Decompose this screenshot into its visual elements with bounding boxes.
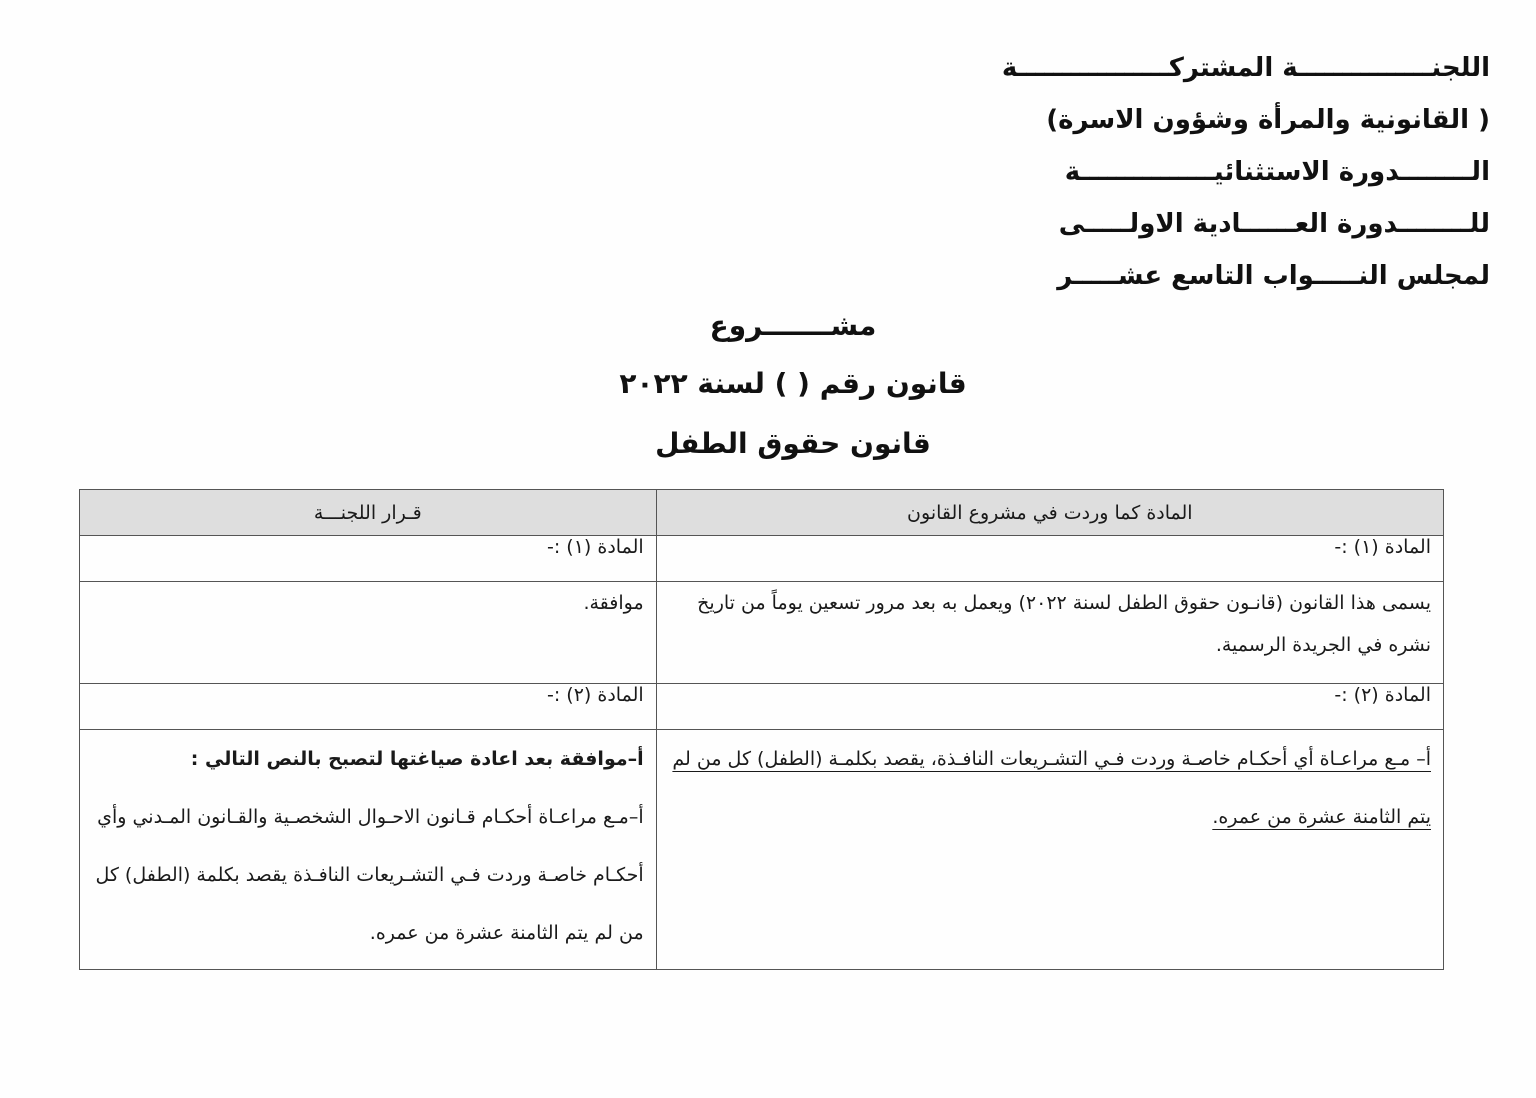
article-2-label-draft: المادة (٢) :- <box>656 684 1443 730</box>
article-2-draft-text: أ– مـع مراعـاة أي أحكـام خاصـة وردت فـي التشـريعات النافـذة، يقصد بكلمـة (الطفل) كل من لم يتم الثامنة عشرة من عمره. <box>672 748 1431 828</box>
table-header-row <box>80 490 1444 536</box>
article-2-decision-heading: أ–موافقة بعد اعادة صياغتها لتصبح بالنص التالي : <box>190 748 644 770</box>
article-2-decision-cell <box>80 730 657 970</box>
article-2-draft-cell <box>656 730 1443 970</box>
article-1-decision-text: موافقة. <box>80 582 657 684</box>
header-line-ordinary-session: للــــــــدورة العــــــادية الاولـــــى <box>1058 209 1490 239</box>
law-name-title: قانون حقوق الطفل <box>655 427 931 460</box>
article-2-decision-text: أ–مـع مراعـاة أحكـام قـانون الاحـوال الشخصـية والقـانون المـدني وأي أحكـام خاصـة وردت فـي التشـريعات النافـذة يقصد بكلمة (الطفل) كل من لم يتم الثامنة عشرة من عمره. <box>95 806 644 944</box>
article-1-label-draft: المادة (١) :- <box>656 536 1443 582</box>
article-1-draft-text: يسمى هذا القانون (قانـون حقوق الطفل لسنة ٢٠٢٢) ويعمل به بعد مرور تسعين يوماً من تاريخ نشره في الجريدة الرسمية. <box>656 582 1443 684</box>
law-number-title: قانون رقم ( ) لسنة ٢٠٢٢ <box>619 367 967 400</box>
header-line-session: الــــــــدورة الاستثنائيـــــــــــــــة <box>1064 157 1490 187</box>
header-committee-decision: قـرار اللجنـــة <box>80 490 657 536</box>
header-line-committee: اللجنـــــــــــــــة المشتركـــــــــــــــــة <box>1001 53 1490 83</box>
committee-header <box>1001 42 1490 302</box>
table-row <box>80 730 1444 970</box>
header-line-parliament: لمجلس النـــــواب التاسع عشـــــر <box>1057 261 1490 291</box>
articles-table <box>79 489 1444 970</box>
header-line-committee-scope: ( القانونية والمرأة وشؤون الاسرة) <box>1046 105 1490 135</box>
project-title: مشـــــــروع <box>709 309 877 342</box>
article-1-label-decision: المادة (١) :- <box>80 536 657 582</box>
article-2-label-decision: المادة (٢) :- <box>80 684 657 730</box>
table-row <box>80 684 1444 730</box>
table-row <box>80 582 1444 684</box>
header-article-as-in-draft: المادة كما وردت في مشروع القانون <box>656 490 1443 536</box>
table-row <box>80 536 1444 582</box>
